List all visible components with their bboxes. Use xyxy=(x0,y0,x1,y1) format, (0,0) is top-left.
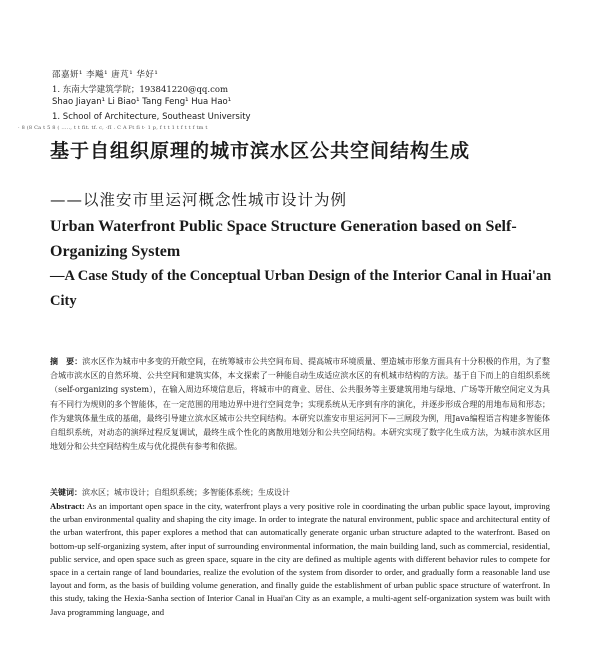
abstract-chinese-label: 摘 要： xyxy=(50,356,83,366)
subtitle-chinese: ——以淮安市里运河概念性城市设计为例 xyxy=(50,191,348,209)
keywords-chinese-text: 滨水区；城市设计；自组织系统；多智能体系统；生成设计 xyxy=(82,488,290,497)
authors-chinese: 邵嘉妍¹ 李飚¹ 唐芃¹ 华好¹ xyxy=(52,70,159,80)
title-english: Urban Waterfront Public Space Structure Generation based on Self-Organizing System xyxy=(50,218,517,260)
affiliation-english: 1. School of Architecture, Southeast University xyxy=(52,112,251,122)
affiliation-chinese: 1. 东南大学建筑学院；193841220@qq.com xyxy=(52,85,229,95)
header-scan-noise: · 8 (8 Ca t 5 8 ( ....., t t fit. tf. c, ·fI . C A Ft fi t· 1 p, f t t 1 t f t t f tm t xyxy=(18,125,208,131)
keywords-chinese xyxy=(50,485,550,500)
abstract-english xyxy=(50,500,550,619)
title-chinese: 基于自组织原理的城市滨水区公共空间结构生成 xyxy=(50,140,471,162)
abstract-english-text: As an important open space in the city, waterfront plays a very positive role in coordinating the urban public space layout, improving the urban environmental quality and shaping the city image. In order to integrate the natural environment, public space and architectural entity of the urban waterfront, this paper explores a method that can automatically generate organic urban structure adapted to the waterfront. Based on bottom-up self-organizing system, after input of surrounding environmental information, the main building land, such as commercial, residential, public service, and open space such as green space, square in the city are defined as multiple agents with different behavior rules to compete for space in a certain range of land boundaries, realize the evolution of the system from disorder to order, and gradually form a reasonable land use layout and form, as the basis of building volume generation, and finally guide the establishment of urban public space structure of waterfront. In this study, taking the Hexia-Sanha section of Interior Canal in Huai'an City as an example, a multi-agent self-organization system was built with Java programming language, and xyxy=(50,501,550,617)
subtitle-english: —A Case Study of the Conceptual Urban Design of the Interior Canal in Huai'an City xyxy=(50,268,552,309)
keywords-chinese-label: 关键词： xyxy=(50,487,82,497)
abstract-chinese xyxy=(50,354,550,454)
authors-english: Shao Jiayan¹ Li Biao¹ Tang Feng¹ Hua Hao¹ xyxy=(52,97,232,107)
abstract-chinese-text: 滨水区作为城市中多变的开敞空间，在统筹城市公共空间布局、提高城市环境质量、塑造城市形象方面具有十分积极的作用，为了整合城市滨水区的自然环境、公共空间和建筑实体，本文探索了一种能自动生成适应滨水区的有机城市结构的方法。基于自下而上的自组织系统（self-organizing system），在输入周边环境信息后，将城市中的商业、居住、公共服务等主要建筑用地与绿地、广场等开敞空间定义为具有不同行为规则的多个智能体，在一定范围的用地边界中进行空间竞争；实现系统从无序到有序的演化，并逐步形成合理的用地布局和形态；作为建筑体量生成的基础，最终引导建立滨水区城市公共空间结构。本研究以淮安市里运河河下—三闸段为例，用Java编程语言构建多智能体自组织系统，对动态的演绎过程反复调试，最终生成个性化的离散用地划分和公共空间结构。本研究实现了数字化生成方法，为城市滨水区用地划分和公共空间结构生成与优化提供有参考和依据。 xyxy=(50,357,550,452)
abstract-english-label: Abstract: xyxy=(50,501,85,511)
